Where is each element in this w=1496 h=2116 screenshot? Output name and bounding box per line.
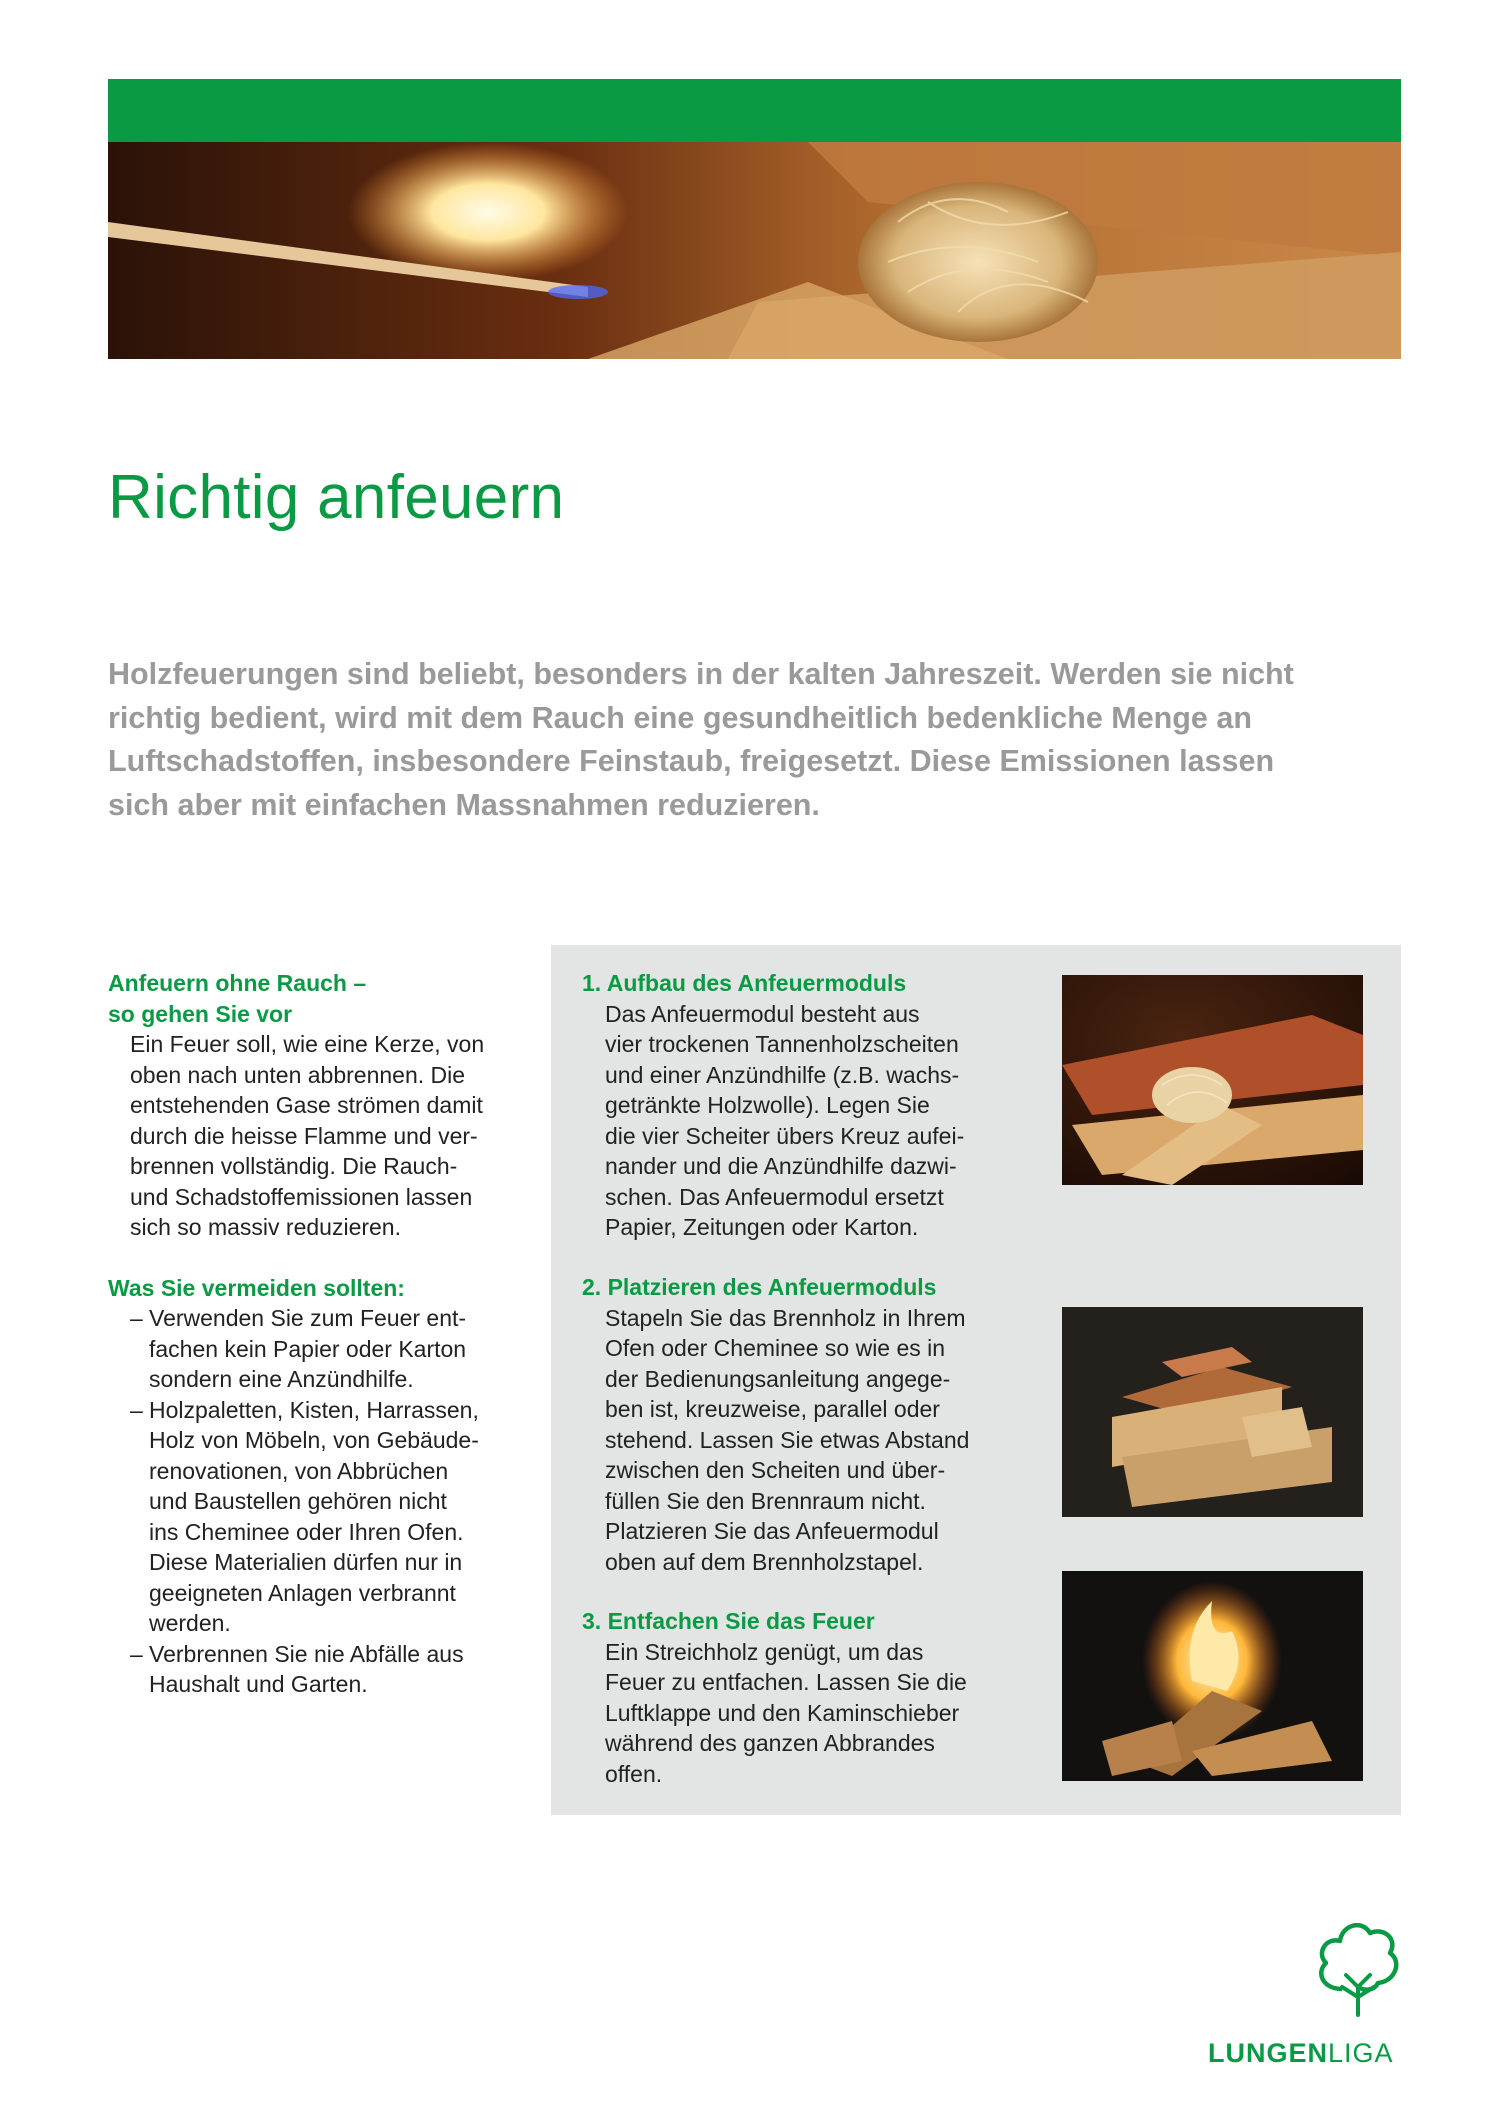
body-line: ben ist, kreuzweise, parallel oder — [605, 1396, 940, 1422]
header-green-bar — [108, 79, 1401, 142]
list-line: sondern eine Anzündhilfe. — [149, 1366, 414, 1392]
list-line: Diese Materialien dürfen nur in — [149, 1549, 463, 1575]
section-heading-vermeiden — [108, 1273, 528, 1304]
body-line: vier trockenen Tannenholzscheiten — [605, 1031, 959, 1057]
body-line: und einer Anzündhilfe (z.B. wachs- — [605, 1061, 960, 1088]
list-line: renovationen, von Abbrüchen — [149, 1457, 449, 1484]
intro-line: Holzfeuerungen sind beliebt, besonders in der kalten Jahreszeit. Werden sie nicht — [108, 657, 1294, 691]
intro-line: richtig bedient, wird mit dem Rauch eine gesundheitlich bedenkliche Menge an — [108, 700, 1252, 735]
body-line: füllen Sie den Brennraum nicht. — [605, 1487, 926, 1514]
photo-fire-burning — [1062, 1571, 1363, 1781]
heading-line: Anfeuern ohne Rauch – — [108, 970, 367, 996]
logo-word-regular: LIGA — [1328, 2038, 1394, 2068]
body-line: schen. Das Anfeuermodul ersetzt — [605, 1183, 944, 1210]
bullet-dash: – — [130, 1396, 143, 1423]
body-line: oben nach unten abbrennen. Die — [130, 1061, 466, 1088]
step-body — [582, 1303, 1002, 1578]
logo-word-bold: LUNGEN — [1208, 2038, 1328, 2068]
hero-photo-match-lighting-kindling — [108, 142, 1401, 359]
body-line: zwischen den Scheiten und über- — [605, 1457, 946, 1483]
list-item — [108, 1639, 528, 1700]
body-line: getränkte Holzwolle). Legen Sie — [605, 1092, 930, 1118]
body-line: während des ganzen Abbrandes — [605, 1730, 935, 1756]
avoid-list — [108, 1303, 528, 1700]
body-line: oben auf dem Brennholzstapel. — [605, 1548, 924, 1575]
list-line: und Baustellen gehören nicht — [149, 1488, 447, 1514]
body-line: die vier Scheiter übers Kreuz aufei- — [605, 1122, 965, 1149]
body-line: offen. — [605, 1760, 663, 1787]
logo-wordmark — [1208, 2038, 1394, 2069]
bullet-dash: – — [130, 1305, 143, 1331]
body-line: der Bedienungsanleitung angege- — [605, 1365, 951, 1392]
list-line: Verwenden Sie zum Feuer ent- — [149, 1305, 467, 1331]
intro-paragraph — [108, 653, 1408, 827]
body-line: Feuer zu entfachen. Lassen Sie die — [605, 1669, 967, 1695]
intro-line: sich aber mit einfachen Massnahmen reduzieren. — [108, 787, 820, 822]
list-line: Haushalt und Garten. — [149, 1671, 368, 1697]
body-line: sich so massiv reduzieren. — [130, 1214, 401, 1240]
section-heading-anfeuern — [108, 968, 528, 1029]
list-line: Holz von Möbeln, von Gebäude- — [149, 1427, 479, 1453]
body-line: Ein Streichholz genügt, um das — [605, 1638, 924, 1665]
lungenliga-logo — [1208, 1917, 1403, 2067]
step-title: 1. Aufbau des Anfeuermoduls — [582, 970, 907, 996]
list-line: werden. — [149, 1610, 231, 1636]
body-line: Das Anfeuermodul besteht aus — [605, 1000, 920, 1027]
heading-line: so gehen Sie vor — [108, 1000, 293, 1027]
body-line: Stapeln Sie das Brennholz in Ihrem — [605, 1304, 966, 1331]
list-line: Holzpaletten, Kisten, Harrassen, — [149, 1396, 479, 1423]
list-item — [108, 1395, 528, 1639]
step-body — [582, 1637, 1002, 1790]
left-column — [108, 968, 528, 1700]
step-2 — [582, 1272, 1002, 1577]
body-line: durch die heisse Flamme und ver- — [130, 1122, 478, 1149]
list-line: Verbrennen Sie nie Abfälle aus — [149, 1640, 464, 1667]
body-line: Luftklappe und den Kaminschieber — [605, 1699, 960, 1726]
body-line: stehend. Lassen Sie etwas Abstand — [605, 1426, 970, 1453]
body-line: nander und die Anzündhilfe dazwi- — [605, 1153, 957, 1179]
list-line: ins Cheminee oder Ihren Ofen. — [149, 1518, 464, 1545]
section-body-anfeuern — [108, 1029, 528, 1243]
tree-icon — [1312, 1917, 1404, 2022]
intro-line: Luftschadstoffen, insbesondere Feinstaub, freigesetzt. Diese Emissionen lassen — [108, 744, 1275, 778]
bullet-dash: – — [130, 1640, 143, 1667]
heading-line: Was Sie vermeiden sollten: — [108, 1274, 405, 1301]
list-line: geeigneten Anlagen verbrannt — [149, 1579, 456, 1606]
body-line: Papier, Zeitungen oder Karton. — [605, 1214, 919, 1240]
page-title: Richtig anfeuern — [108, 463, 565, 532]
body-line: und Schadstoffemissionen lassen — [130, 1183, 473, 1210]
step-1 — [582, 968, 1002, 1243]
step-title: 2. Platzieren des Anfeuermoduls — [582, 1274, 937, 1300]
body-line: Platzieren Sie das Anfeuermodul — [605, 1518, 939, 1544]
list-item — [108, 1303, 528, 1395]
body-line: Ofen oder Cheminee so wie es in — [605, 1335, 946, 1361]
body-line: brennen vollständig. Die Rauch- — [130, 1153, 458, 1179]
photo-woodstack-in-stove — [1062, 1307, 1363, 1517]
list-line: fachen kein Papier oder Karton — [149, 1335, 467, 1362]
photo-kindling-module — [1062, 975, 1363, 1185]
step-body — [582, 999, 1002, 1243]
step-title: 3. Entfachen Sie das Feuer — [582, 1608, 875, 1634]
body-line: Ein Feuer soll, wie eine Kerze, von — [130, 1031, 485, 1057]
body-line: entstehenden Gase strömen damit — [130, 1092, 483, 1118]
step-3 — [582, 1606, 1002, 1789]
